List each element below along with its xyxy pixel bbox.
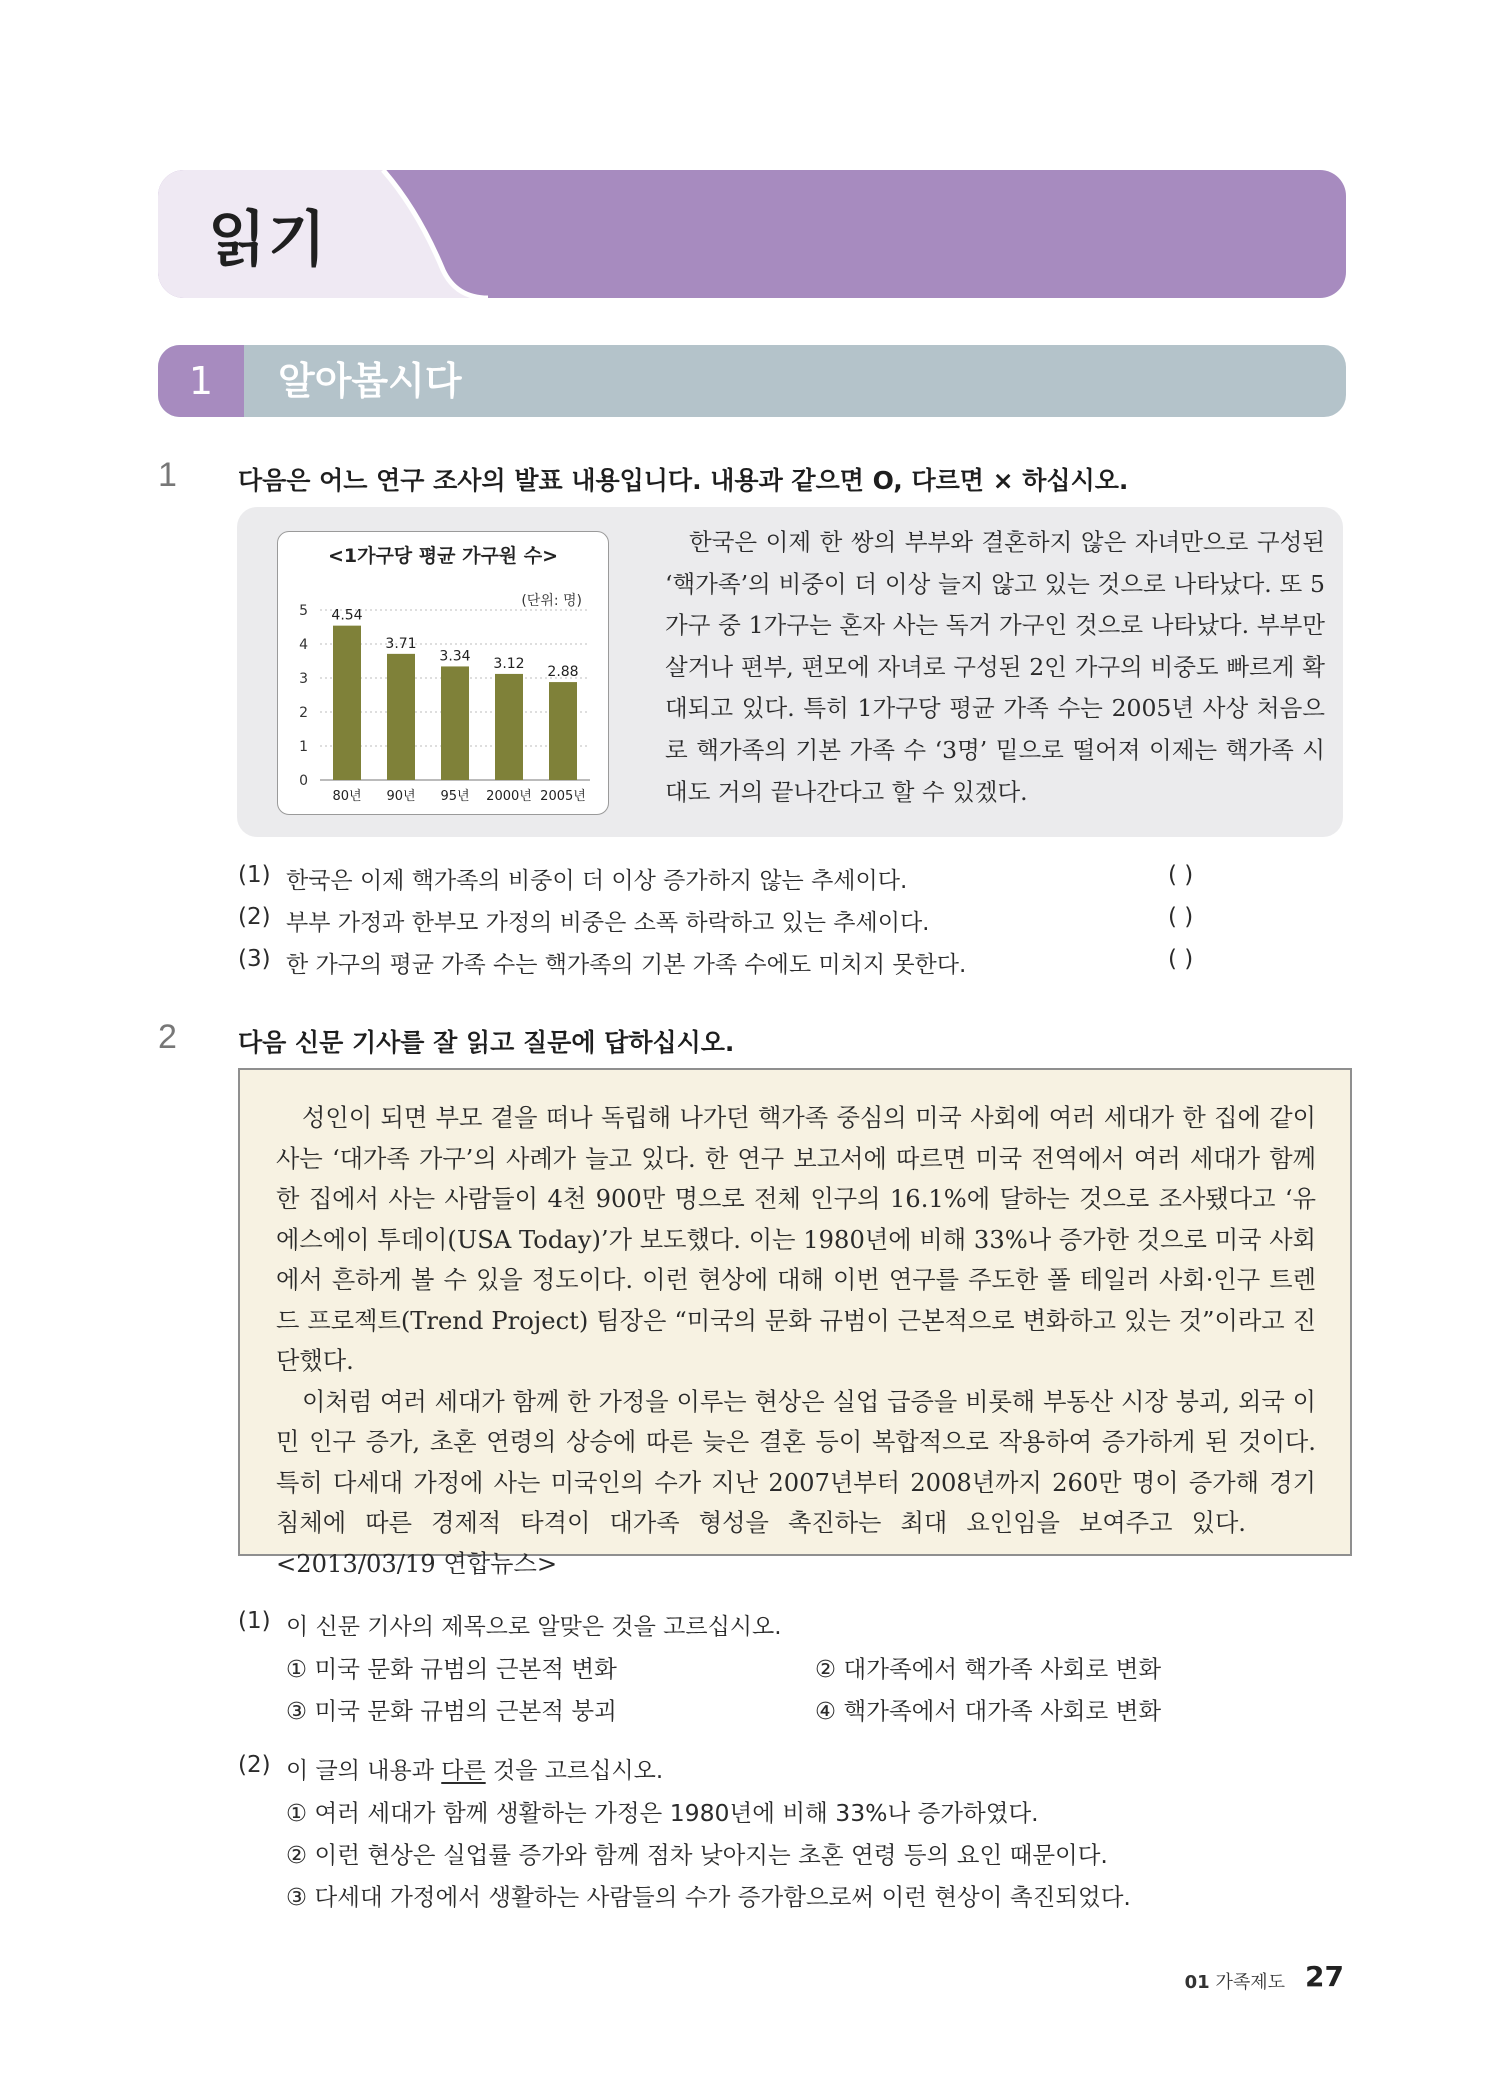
sub1-option-2[interactable]: ② 대가족에서 핵가족 사회로 변화	[815, 1655, 1162, 1683]
y-tick-label: 5	[299, 603, 308, 619]
question-1-number: 1	[158, 456, 177, 494]
x-tick-label: 80년	[332, 789, 362, 804]
footer-chapter	[1185, 1968, 1285, 1994]
article-paragraph-2-text: 이처럼 여러 세대가 함께 한 가정을 이루는 현상은 실업 급증을 비롯해 부동산 시장 붕괴, 외국 이민 인구 증가, 초혼 연령의 상승에 따른 늦은 결혼 등이 복합적으로 작용하여 증가하게 된 것이다. 특히 다세대 가정에 사는 미국인의 수가 지난 2007년부터 2008년까지 260만 명이 증가해 경기 침체에 따른 경제적 타격이 대가족 형성을 촉진하는 최대 요인임을 보여주고 있다.	[276, 1387, 1316, 1537]
sub-question-1-number: (1)	[238, 1608, 271, 1634]
sub-question-1-text: 이 신문 기사의 제목으로 알맞은 것을 고르십시오.	[286, 1614, 782, 1640]
statement-2-answer-blank[interactable]: ( )	[1168, 904, 1194, 930]
chart-bar	[549, 682, 577, 780]
sub1-option-3[interactable]: ③ 미국 문화 규범의 근본적 붕괴	[286, 1697, 617, 1725]
chart-bar	[387, 654, 415, 780]
chart-title: <1가구당 평균 가구원 수>	[327, 545, 559, 567]
chart-unit: (단위: 명)	[521, 593, 582, 609]
chart-bar	[441, 666, 469, 780]
x-tick-label: 95년	[440, 789, 470, 804]
bar-value-label: 2.88	[547, 664, 579, 681]
footer-chapter-number: 01	[1184, 1972, 1210, 1993]
sub2-text-after: 것을 고르십시오.	[485, 1758, 664, 1784]
y-tick-label: 3	[299, 671, 308, 687]
statement-1-text: 한국은 이제 핵가족의 비중이 더 이상 증가하지 않는 추세이다.	[286, 868, 908, 894]
sub1-option-4[interactable]: ④ 핵가족에서 대가족 사회로 변화	[815, 1697, 1162, 1725]
page-title: 읽기	[208, 205, 328, 275]
section-header	[158, 345, 1346, 417]
y-tick-label: 4	[299, 637, 308, 653]
page-banner	[158, 170, 1346, 298]
sub-question-2-number: (2)	[238, 1752, 271, 1778]
article-paragraph-2	[276, 1382, 1316, 1585]
banner-decoration	[158, 170, 1346, 298]
passage-paragraph: 한국은 이제 한 쌍의 부부와 결혼하지 않은 자녀만으로 구성된 ‘핵가족’의 비중이 더 이상 늘지 않고 있는 것으로 나타났다. 또 5가구 중 1가구는 혼자 사는 독거 가구인 것으로 나타났다. 부부만 살거나 편부, 편모에 자녀로 구성된 2인 가구의 비중도 빠르게 확대되고 있다. 특히 1가구당 평균 가족 수는 2005년 사상 처음으로 핵가족의 기본 가족 수 ‘3명’ 밑으로 떨어져 이제는 핵가족 시대도 거의 끝나간다고 할 수 있겠다.	[665, 528, 1325, 806]
section-title: 알아봅시다	[278, 359, 462, 403]
chart-container	[277, 531, 609, 815]
article-paragraph-1: 성인이 되면 부모 곁을 떠나 독립해 나가던 핵가족 중심의 미국 사회에 여러 세대가 한 집에 같이 사는 ‘대가족 가구’의 사례가 늘고 있다. 한 연구 보고서에 따르면 미국 전역에서 여러 세대가 함께 한 집에서 사는 사람들이 4천 900만 명으로 전체 인구의 16.1%에 달하는 것으로 조사됐다고 ‘유에스에이 투데이(USA Today)’가 보도했다. 이는 1980년에 비해 33%나 증가한 것으로 미국 사회에서 흔하게 볼 수 있을 정도이다. 이런 현상에 대해 이번 연구를 주도한 폴 테일러 사회·인구 트렌드 프로젝트(Trend Project) 팀장은 “미국의 문화 규범이 근본적으로 변화하고 있는 것”이라고 진단했다.	[276, 1104, 1316, 1375]
sub2-option-2[interactable]: ② 이런 현상은 실업률 증가와 함께 점차 낮아지는 초혼 연령 등의 요인 때문이다.	[286, 1841, 1108, 1869]
section-number: 1	[158, 345, 244, 417]
statement-2-text: 부부 가정과 한부모 가정의 비중은 소폭 하락하고 있는 추세이다.	[286, 910, 930, 936]
statement-1-answer-blank[interactable]: ( )	[1168, 862, 1194, 888]
x-tick-label: 90년	[386, 789, 416, 804]
question-2-number: 2	[158, 1018, 177, 1056]
article-source: <2013/03/19 연합뉴스>	[276, 1549, 558, 1578]
statement-3-number: (3)	[238, 946, 271, 972]
sub2-text-before: 이 글의 내용과	[286, 1758, 442, 1784]
bar-value-label: 3.34	[439, 648, 471, 665]
chart-bar	[495, 674, 523, 780]
sub-question-2-text	[286, 1752, 663, 1785]
bar-chart	[278, 532, 608, 814]
y-tick-label: 1	[299, 739, 308, 755]
statement-3-answer-blank[interactable]: ( )	[1168, 946, 1194, 972]
statement-2-number: (2)	[238, 904, 271, 930]
footer-chapter-title: 가족제도	[1215, 1972, 1285, 1993]
page-number: 27	[1305, 1960, 1344, 1993]
question-1-passage	[665, 522, 1325, 813]
x-tick-label: 2005년	[540, 789, 586, 804]
bar-value-label: 4.54	[331, 607, 363, 624]
statement-3-text: 한 가구의 평균 가족 수는 핵가족의 기본 가족 수에도 미치지 못한다.	[286, 952, 967, 978]
sub2-option-1[interactable]: ① 여러 세대가 함께 생활하는 가정은 1980년에 비해 33%나 증가하였다.	[286, 1799, 1039, 1827]
question-2-prompt: 다음 신문 기사를 잘 읽고 질문에 답하십시오.	[238, 1028, 735, 1057]
bar-value-label: 3.71	[385, 635, 417, 652]
y-tick-label: 0	[299, 773, 308, 789]
question-1-prompt: 다음은 어느 연구 조사의 발표 내용입니다. 내용과 같으면 O, 다르면 × 하십시오.	[238, 466, 1129, 495]
sub2-option-3[interactable]: ③ 다세대 가정에서 생활하는 사람들의 수가 증가함으로써 이런 현상이 촉진되었다.	[286, 1883, 1131, 1911]
statement-1-number: (1)	[238, 862, 271, 888]
chart-bar	[333, 626, 361, 780]
y-tick-label: 2	[299, 705, 308, 721]
sub1-option-1[interactable]: ① 미국 문화 규범의 근본적 변화	[286, 1655, 617, 1683]
sub2-text-underlined: 다른	[441, 1758, 486, 1784]
bar-value-label: 3.12	[493, 655, 525, 672]
x-tick-label: 2000년	[486, 789, 532, 804]
newspaper-article	[238, 1068, 1352, 1578]
